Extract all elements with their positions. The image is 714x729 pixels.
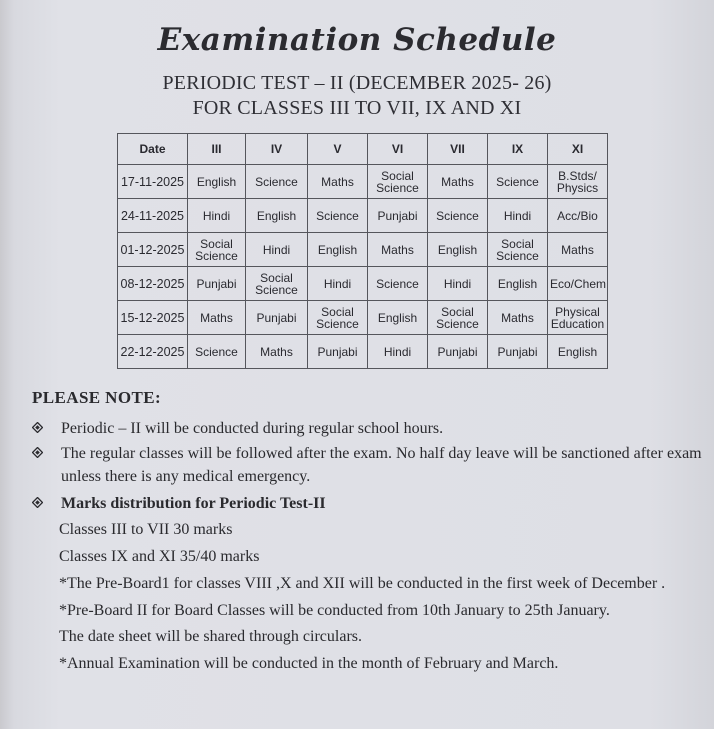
header-class-iii: III <box>188 134 246 165</box>
table-row <box>118 301 608 335</box>
subject-cell: English <box>548 335 608 369</box>
subject-cell: Punjabi <box>246 301 308 335</box>
subject-cell: Social Science <box>188 233 246 267</box>
table-row <box>118 335 608 369</box>
marks-classes-iii-vii: Classes III to VII 30 marks <box>59 521 233 538</box>
table-row <box>118 165 608 199</box>
note-bullet-text: The regular classes will be followed after the exam. No half day leave will be sanctioned after exam unless there is any medical emergency. <box>61 445 702 485</box>
subject-cell: Eco/Chem <box>548 267 608 301</box>
subject-cell: Punjabi <box>308 335 368 369</box>
subject-cell: Maths <box>428 165 488 199</box>
subtitle-line-1: PERIODIC TEST – II (DECEMBER 2025- 26) <box>162 72 552 94</box>
subject-cell: Maths <box>548 233 608 267</box>
note-annual-exam: *Annual Examination will be conducted in the month of February and March. <box>59 655 559 672</box>
date-cell: 17-11-2025 <box>118 165 188 199</box>
header-class-v: V <box>308 134 368 165</box>
subject-cell: Science <box>368 267 428 301</box>
subject-cell: Science <box>308 199 368 233</box>
subject-cell: English <box>188 165 246 199</box>
header-class-xi: XI <box>548 134 608 165</box>
note-preboard-1: *The Pre-Board1 for classes VIII ,X and XII will be conducted in the first week of December . <box>59 575 666 592</box>
diamond-bullet-icon <box>32 422 43 433</box>
subject-cell: Punjabi <box>188 267 246 301</box>
note-date-sheet: The date sheet will be shared through circulars. <box>59 628 362 645</box>
subject-cell: Social Science <box>368 165 428 199</box>
subject-cell: Science <box>188 335 246 369</box>
note-bullet-text: Periodic – II will be conducted during regular school hours. <box>61 420 444 437</box>
header-class-vi: VI <box>368 134 428 165</box>
subject-cell: English <box>488 267 548 301</box>
table-header-row <box>118 134 608 165</box>
subject-cell: B.Stds/ Physics <box>548 165 608 199</box>
subject-cell: Maths <box>308 165 368 199</box>
subject-cell: Punjabi <box>428 335 488 369</box>
marks-classes-ix-xi: Classes IX and XI 35/40 marks <box>59 548 260 565</box>
date-cell: 24-11-2025 <box>118 199 188 233</box>
subject-cell: Maths <box>488 301 548 335</box>
subject-cell: Hindi <box>488 199 548 233</box>
subject-cell: Maths <box>246 335 308 369</box>
subject-cell: Hindi <box>308 267 368 301</box>
note-preboard-2: *Pre-Board II for Board Classes will be conducted from 10th January to 25th January. <box>59 602 610 619</box>
subject-cell: Physical Education <box>548 301 608 335</box>
notes-heading: PLEASE NOTE: <box>32 388 162 407</box>
subject-cell: Social Science <box>488 233 548 267</box>
table-row <box>118 233 608 267</box>
header-class-ix: IX <box>488 134 548 165</box>
subject-cell: Maths <box>188 301 246 335</box>
diamond-bullet-icon <box>32 497 43 508</box>
subtitle-line-2: FOR CLASSES III TO VII, IX AND XI <box>192 97 522 119</box>
diamond-bullet-icon <box>32 447 43 458</box>
subject-cell: Science <box>428 199 488 233</box>
schedule-table <box>117 133 608 369</box>
subject-cell: Hindi <box>428 267 488 301</box>
subject-cell: Science <box>246 165 308 199</box>
subject-cell: Social Science <box>428 301 488 335</box>
subject-cell: Hindi <box>188 199 246 233</box>
subject-cell: English <box>308 233 368 267</box>
date-cell: 01-12-2025 <box>118 233 188 267</box>
note-bullet-text: Marks distribution for Periodic Test-II <box>61 495 326 512</box>
subject-cell: English <box>246 199 308 233</box>
table-row <box>118 267 608 301</box>
page-title: Examination Schedule <box>157 22 557 58</box>
date-cell: 15-12-2025 <box>118 301 188 335</box>
subject-cell: Punjabi <box>488 335 548 369</box>
subject-cell: English <box>368 301 428 335</box>
subject-cell: Social Science <box>308 301 368 335</box>
header-date: Date <box>118 134 188 165</box>
subject-cell: Maths <box>368 233 428 267</box>
subject-cell: Social Science <box>246 267 308 301</box>
subject-cell: Acc/Bio <box>548 199 608 233</box>
subject-cell: Hindi <box>368 335 428 369</box>
subject-cell: English <box>428 233 488 267</box>
subject-cell: Punjabi <box>368 199 428 233</box>
header-class-iv: IV <box>246 134 308 165</box>
table-row <box>118 199 608 233</box>
subject-cell: Hindi <box>246 233 308 267</box>
date-cell: 22-12-2025 <box>118 335 188 369</box>
date-cell: 08-12-2025 <box>118 267 188 301</box>
header-class-vii: VII <box>428 134 488 165</box>
subject-cell: Science <box>488 165 548 199</box>
